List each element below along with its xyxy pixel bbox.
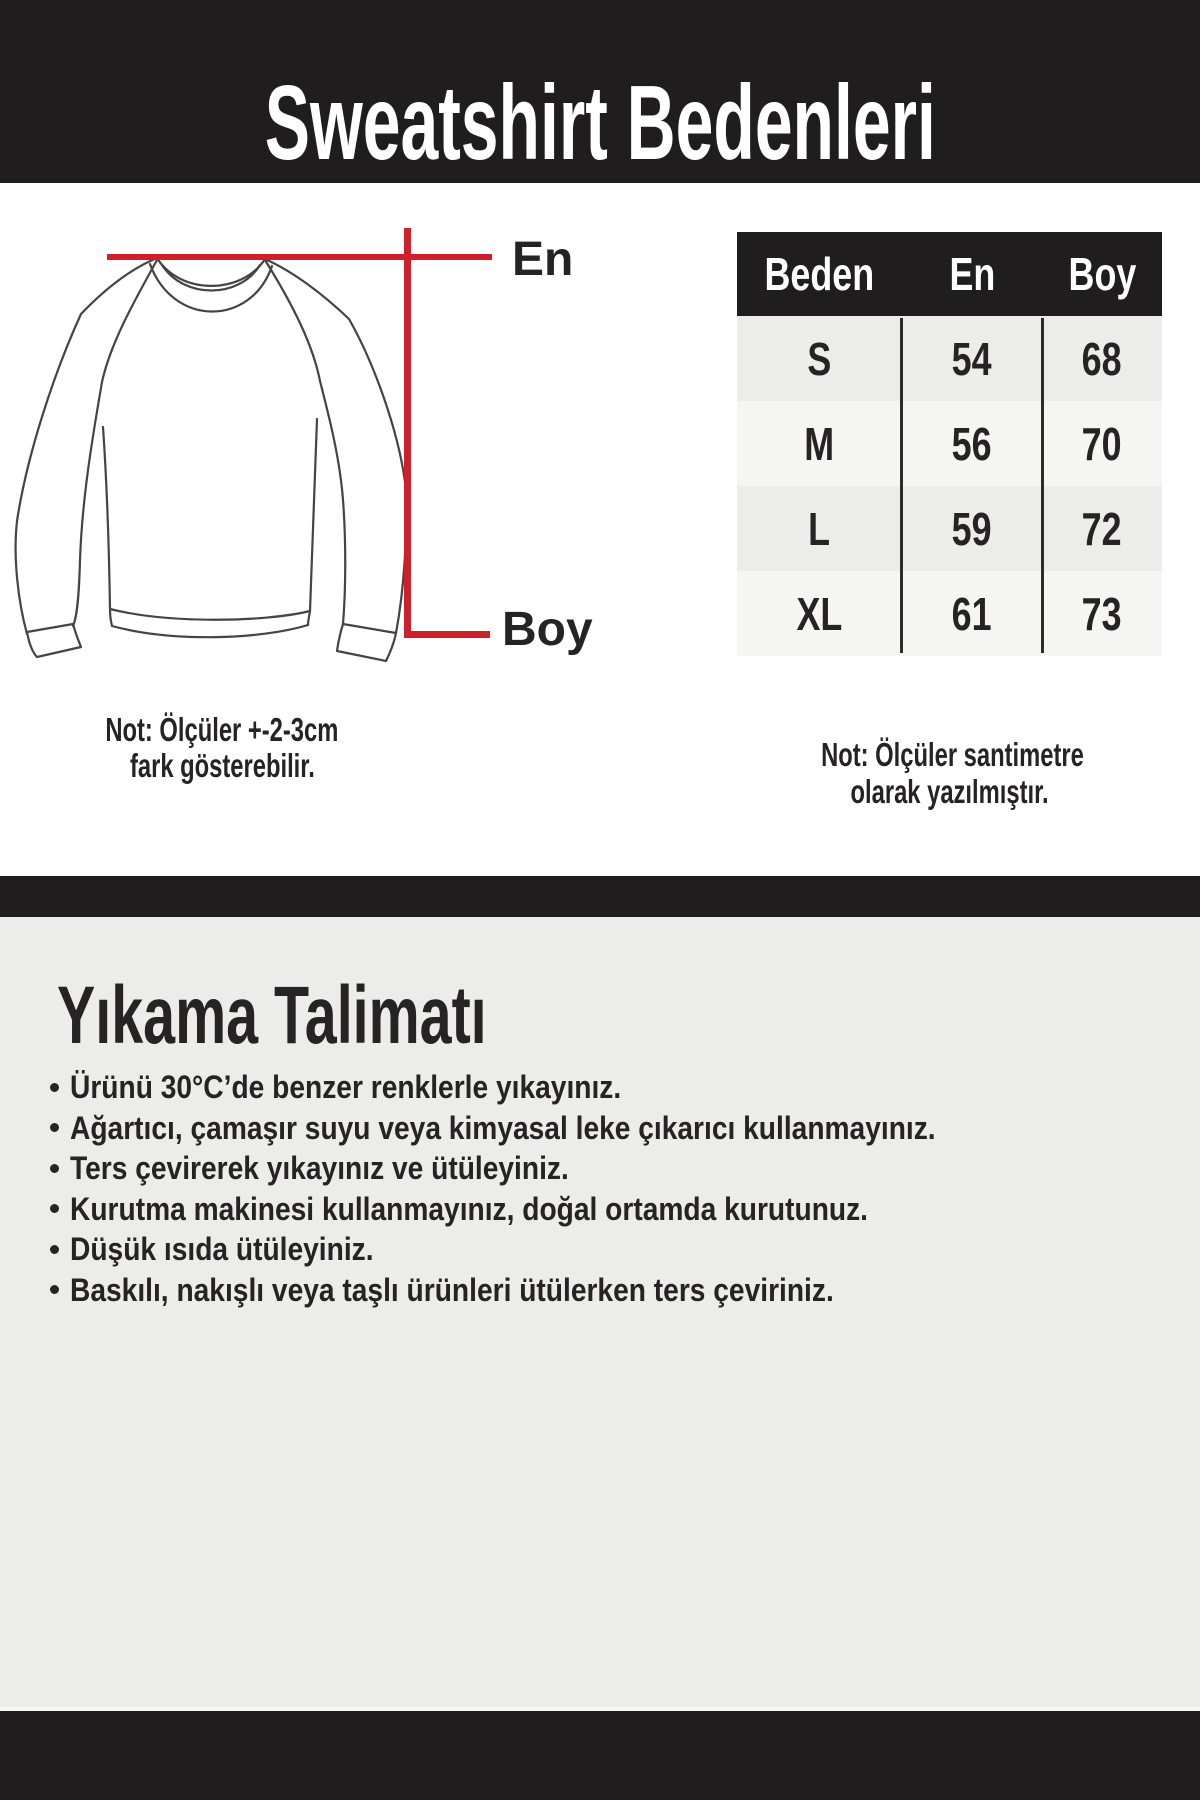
bullet-icon [50, 1204, 59, 1213]
care-item-text: Ters çevirerek yıkayınız ve ütüleyiniz. [70, 1150, 569, 1186]
care-item [50, 1189, 1054, 1230]
care-item [50, 1148, 1054, 1189]
bullet-icon [50, 1285, 59, 1294]
diagram-note-line2: fark gösterebilir. [129, 747, 315, 784]
care-item [50, 1270, 1054, 1311]
bullet-icon [50, 1245, 59, 1254]
left-sleeve-inner [73, 260, 157, 626]
sweatshirt-drawing [10, 205, 420, 665]
size-row-xl [737, 571, 1162, 656]
table-note-line2: olarak yazılmıştır. [850, 773, 1050, 810]
size-cell: 59 [952, 502, 992, 555]
section-divider-bar [0, 876, 1200, 917]
diagram-note-line1: Not: Ölçüler +-2-3cm [105, 711, 339, 748]
right-sleeve-inner [265, 260, 345, 624]
collar-outer-curve [157, 258, 265, 286]
size-cell: XL [796, 587, 843, 640]
right-cuff [337, 624, 396, 661]
bullet-icon [50, 1083, 59, 1092]
table-note-line1: Not: Ölçüler santimetre [821, 736, 1084, 773]
care-item-text: Ürünü 30°C’de benzer renklerle yıkayınız. [70, 1069, 622, 1105]
size-cell: 73 [1082, 587, 1122, 640]
care-item-text: Baskılı, nakışlı veya taşlı ürünleri ütülerken ters çeviriniz. [70, 1271, 834, 1308]
size-row-l [737, 486, 1162, 571]
width-label: En [512, 233, 574, 286]
column-separator [1041, 318, 1044, 653]
care-item-text: Düşük ısıda ütüleyiniz. [70, 1231, 374, 1267]
care-heading: Yıkama Talimatı [57, 970, 487, 1061]
hem-band [110, 609, 310, 637]
page-title: Sweatshirt Bedenleri [264, 64, 936, 182]
column-header-boy: Boy [1068, 248, 1136, 300]
column-header-en: En [949, 248, 995, 300]
length-label: Boy [502, 603, 593, 656]
body-left-edge [103, 427, 110, 609]
care-item-text: Kurutma makinesi kullanmayınız, doğal ortamda kurutunuz. [70, 1190, 869, 1227]
size-cell: 54 [952, 332, 992, 385]
size-cell: 72 [1082, 502, 1122, 555]
diagram-note [42, 712, 402, 784]
size-cell: M [804, 417, 835, 470]
left-cuff [27, 624, 81, 657]
size-cell: 56 [952, 417, 992, 470]
size-cell: L [808, 502, 831, 555]
length-measure-tick [404, 631, 490, 638]
size-table [737, 232, 1162, 656]
care-list [50, 1067, 1054, 1310]
footer-bar [0, 1711, 1200, 1800]
bullet-icon [50, 1164, 59, 1173]
bullet-icon [50, 1123, 59, 1132]
body-right-edge [310, 419, 317, 611]
length-measure-line [404, 228, 411, 638]
size-cell: 61 [952, 587, 992, 640]
left-sleeve-outer [16, 258, 157, 634]
column-separator [900, 318, 903, 653]
care-item [50, 1067, 1054, 1108]
header-bar [0, 0, 1200, 183]
width-measure-line [107, 254, 492, 260]
table-note [770, 736, 1130, 810]
size-row-s [737, 316, 1162, 401]
care-item [50, 1229, 1054, 1270]
size-table-body [737, 316, 1162, 656]
care-item [50, 1108, 1054, 1149]
size-row-m [737, 401, 1162, 486]
size-cell: 70 [1082, 417, 1122, 470]
size-cell: S [807, 332, 832, 385]
column-header-beden: Beden [764, 248, 875, 300]
size-cell: 68 [1082, 332, 1122, 385]
size-table-header [737, 232, 1162, 316]
care-item-text: Ağartıcı, çamaşır suyu veya kimyasal leke çıkarıcı kullanmayınız. [70, 1109, 936, 1146]
